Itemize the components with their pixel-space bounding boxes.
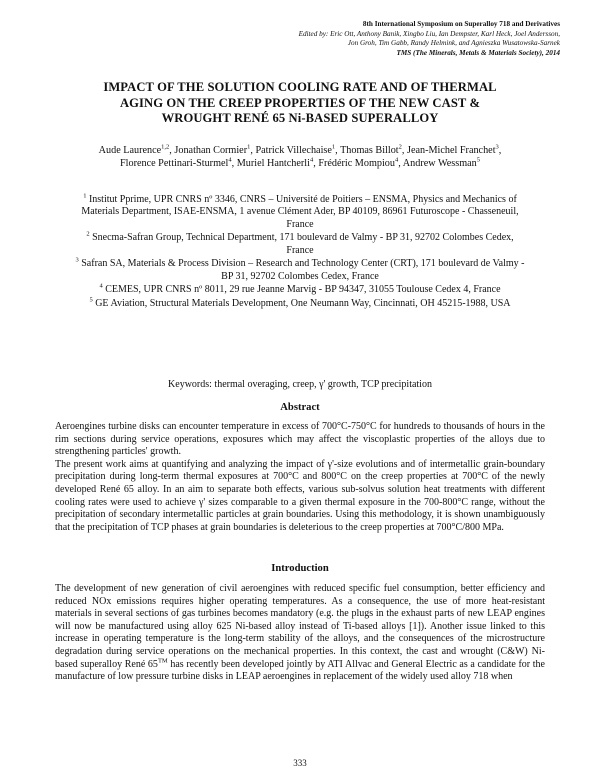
affiliation-number: 4: [99, 283, 103, 291]
keywords: Keywords: thermal overaging, creep, γ' growth, TCP precipitation: [168, 379, 432, 390]
author-separator: ,: [401, 145, 407, 156]
author-name: Thomas Billot: [340, 145, 399, 156]
affiliation: [72, 258, 528, 283]
affiliation: [72, 298, 528, 310]
author-affiliation-sup: 2: [398, 143, 402, 151]
affiliations: [72, 194, 528, 312]
introduction-heading: Introduction: [271, 563, 329, 574]
affiliation-text: Institut Pprime, UPR CNRS nº 3346, CNRS – Université de Poitiers – ENSMA, Physics and Mechanics of Materials Department, ISAE-ENSMA, 1 avenue Clément Ader, BP 40109, 86961 Futuroscope - Chasseneuil, France: [81, 194, 519, 230]
author-name: Frédéric Mompiou: [318, 158, 395, 169]
author-separator: ,: [169, 145, 175, 156]
author-separator: ,: [398, 158, 403, 169]
author-name: Andrew Wessman: [402, 158, 477, 169]
introduction-paragraph-1: [55, 583, 545, 684]
author-affiliation-sup: 1: [331, 143, 336, 151]
author: [120, 158, 237, 169]
affiliation-number: 5: [89, 296, 93, 304]
author-affiliation-sup: 4: [395, 156, 399, 164]
affiliation-number: 3: [75, 257, 79, 265]
proceedings-header: [160, 20, 560, 58]
title-line-3: WROUGHT RENÉ 65 Ni-BASED SUPERALLOY: [161, 111, 439, 126]
abstract-paragraph-2: The present work aims at quantifying and analyzing the impact of γ'-size evolutions and of intermetallic grain-boundary precipitation during long-term thermal exposures at 700°C and 800°C on the creep properties at 700°C of the newly developed René 65 alloy. In an aim to separate both effects, various sub-solvus solution heat treatments with different cooling rates were used to achieve γ' sizes comparable to a given thermal exposure in the 700-800°C range, without the precipitation of secondary intermetallic particles at grain boundaries. Using this methodology, it is shown unambiguously that the precipitation of TCP phases at grain boundaries is deleterious to the creep properties at 700°C/800 MPa.: [55, 458, 545, 533]
author: [99, 145, 175, 156]
author-separator: ,: [231, 158, 237, 169]
affiliation-text: GE Aviation, Structural Materials Development, One Neumann Way, Cincinnati, OH 45215-1988, USA: [95, 298, 511, 309]
introduction-body: [55, 583, 545, 684]
title-line-2: AGING ON THE CREEP PROPERTIES OF THE NEW CAST &: [119, 95, 481, 110]
author-separator: ,: [250, 145, 256, 156]
author-separator: ,: [498, 145, 502, 156]
affiliation: [72, 194, 528, 231]
abstract-body: [55, 421, 545, 534]
header-symposium: 8th International Symposium on Superalloy 718 and Derivatives: [362, 20, 560, 28]
affiliation-number: 2: [86, 231, 90, 239]
author-affiliation-sup: 1: [247, 143, 251, 151]
intro-text-b: has recently been developed jointly by ATI Allvac and General Electric as a candidate for the manufacture of low pressure turbine disks in LEAP aeroengines in replacement of the widely used alloy 718 when: [55, 658, 545, 683]
author-separator: ,: [313, 158, 319, 169]
author-affiliation-sup: 4: [309, 156, 314, 164]
author-name: Aude Laurence: [98, 145, 162, 156]
author: [318, 158, 402, 169]
author: [255, 145, 340, 156]
author-separator: ,: [335, 145, 341, 156]
author-name: Jean-Michel Franchet: [406, 145, 496, 156]
author-affiliation-sup: 3: [495, 143, 499, 151]
paper-title: [60, 80, 540, 127]
author: [407, 145, 501, 156]
author-affiliation-sup: 1,2: [161, 143, 170, 151]
author: [174, 145, 255, 156]
abstract-paragraph-1: Aeroengines turbine disks can encounter temperature in excess of 700°C-750°C for hundreds to thousands of hours in the rim sections during service operations, exposures which may affect the viscoplastic properties of the alloys due to strengthening particles' growth.: [55, 421, 545, 458]
author-affiliation-sup: 4: [228, 156, 232, 164]
author-name: Patrick Villechaise: [255, 145, 332, 156]
author: [340, 145, 407, 156]
page-number: 333: [293, 758, 307, 768]
affiliation: [72, 284, 528, 296]
title-line-1: IMPACT OF THE SOLUTION COOLING RATE AND OF THERMAL: [103, 80, 497, 94]
trademark-sup: TM: [157, 657, 168, 665]
affiliation-text: CEMES, UPR CNRS nº 8011, 29 rue Jeanne Marvig - BP 94347, 31055 Toulouse Cedex 4, France: [105, 284, 501, 296]
header-editors: Edited by: Eric Ott, Anthony Banik, Xingbo Liu, Ian Dempster, Karl Heck, Joel Andersson,: [298, 29, 560, 38]
author-name: Muriel Hantcherli: [236, 158, 310, 169]
affiliation-text: Snecma-Safran Group, Technical Department, 171 boulevard de Valmy - BP 31, 92702 Colombes Cedex, France: [92, 232, 514, 256]
author-affiliation-sup: 5: [476, 156, 480, 164]
header-editors-cont: Jon Groh, Tim Gabb, Randy Helmink, and Agnieszka Wusatowska-Sarnek: [347, 39, 560, 48]
affiliation-text: Safran SA, Materials & Process Division – Research and Technology Center (CRT), 171 boulevard de Valmy - BP 31, 92702 Colombes Cedex, France: [81, 258, 525, 282]
author: [237, 158, 319, 169]
author: [403, 158, 480, 169]
affiliation-number: 1: [83, 192, 87, 200]
author-list: [88, 144, 512, 170]
author-name: Florence Pettinari-Sturmel: [119, 158, 229, 169]
intro-text-a: The development of new generation of civil aeroengines with reduced specific fuel consumption, better efficiency and reduced NOx emissions requires higher operating temperatures. As a consequence, the use of more heat-resistant materials in several sections of gas turbines becomes mandatory (e.g. the plugs in the exhaust parts of new LEAP engines will now be manufactured using alloy 625 Ni-based alloy instead of Ti-based alloys [1]). Another issue linked to this increase in operating temperature is the long-term stability of the alloys, and the consequences of the microstructure degradation during service operations on the mechanical properties. In this context, the cast and wrought (C&W) Ni-based superalloy René 65: [55, 583, 545, 670]
affiliation: [72, 232, 528, 257]
author-name: Jonathan Cormier: [174, 145, 248, 156]
header-publisher: TMS (The Minerals, Metals & Materials Society), 2014: [396, 48, 560, 57]
abstract-heading: Abstract: [280, 402, 320, 413]
